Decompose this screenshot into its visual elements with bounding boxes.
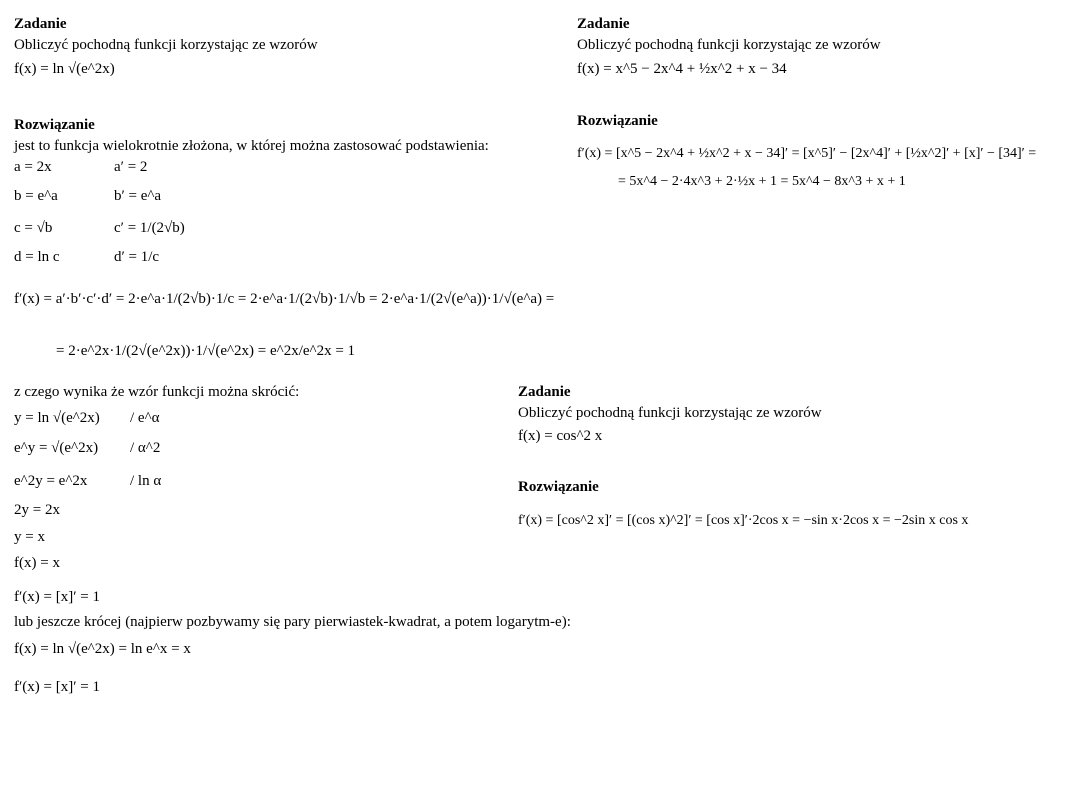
step-4: 2y = 2x	[14, 502, 60, 518]
alt-line-1: f(x) = ln √(e^2x) = ln e^x = x	[14, 641, 191, 657]
sub-a-derivative: a′ = 2	[114, 159, 148, 175]
step-1-op: / e^α	[130, 410, 160, 426]
function-formula: f(x) = x^5 − 2x^4 + ½x^2 + x − 34	[577, 61, 787, 77]
intro-text: jest to funkcja wielokrotnie złożona, w której można zastosować podstawienia:	[14, 138, 489, 154]
solution-heading: Rozwiązanie	[577, 113, 658, 129]
sub-d: d = ln c	[14, 249, 60, 265]
sub-c-derivative: c′ = 1/(2√b)	[114, 220, 185, 236]
function-formula: f(x) = ln √(e^2x)	[14, 61, 115, 77]
sub-c: c = √b	[14, 220, 53, 236]
task-heading: Zadanie	[14, 16, 67, 32]
derivative-line-1: f′(x) = [x^5 − 2x^4 + ½x^2 + x − 34]′ = [x^5]′ − [2x^4]′ + [½x^2]′ + [x]′ − [34]′ =	[577, 146, 1037, 161]
step-6: f(x) = x	[14, 555, 60, 571]
step-1: y = ln √(e^2x)	[14, 410, 100, 426]
step-2-op: / α^2	[130, 440, 161, 456]
derivative-line-2: = 2·e^2x·1/(2√(e^2x))·1/√(e^2x) = e^2x/e^2x = 1	[56, 343, 356, 359]
sub-b-derivative: b′ = e^a	[114, 188, 162, 204]
solution-heading: Rozwiązanie	[14, 117, 95, 133]
derivative-line: f′(x) = [cos^2 x]′ = [(cos x)^2]′ = [cos x]′·2cos x = −sin x·2cos x = −2sin x cos x	[518, 513, 969, 528]
task-heading: Zadanie	[518, 384, 571, 400]
step-3: e^2y = e^2x	[14, 473, 88, 489]
derivative-line-1: f′(x) = a′·b′·c′·d′ = 2·e^a·1/(2√b)·1/c = 2·e^a·1/(2√b)·1/√b = 2·e^a·1/(2√(e^a))·1/√(e^a) =	[14, 291, 555, 307]
task-text: Obliczyć pochodną funkcji korzystając ze wzorów	[518, 405, 822, 421]
task-text: Obliczyć pochodną funkcji korzystając ze wzorów	[577, 37, 881, 53]
sub-d-derivative: d′ = 1/c	[114, 249, 160, 265]
function-formula: f(x) = cos^2 x	[518, 428, 603, 444]
step-5: y = x	[14, 529, 45, 545]
step-7: f′(x) = [x]′ = 1	[14, 589, 100, 605]
shorten-text: z czego wynika że wzór funkcji można skrócić:	[14, 384, 300, 400]
derivative-line-2: = 5x^4 − 2·4x^3 + 2·½x + 1 = 5x^4 − 8x^3 + x + 1	[618, 174, 906, 189]
task-text: Obliczyć pochodną funkcji korzystając ze wzorów	[14, 37, 318, 53]
alt-line-2: f′(x) = [x]′ = 1	[14, 679, 100, 695]
task-heading: Zadanie	[577, 16, 630, 32]
alt-text: lub jeszcze krócej (najpierw pozbywamy się pary pierwiastek-kwadrat, a potem logarytm-e):	[14, 614, 571, 630]
solution-heading: Rozwiązanie	[518, 479, 599, 495]
step-2: e^y = √(e^2x)	[14, 440, 99, 456]
step-3-op: / ln α	[130, 473, 162, 489]
sub-b: b = e^a	[14, 188, 58, 204]
sub-a: a = 2x	[14, 159, 52, 175]
